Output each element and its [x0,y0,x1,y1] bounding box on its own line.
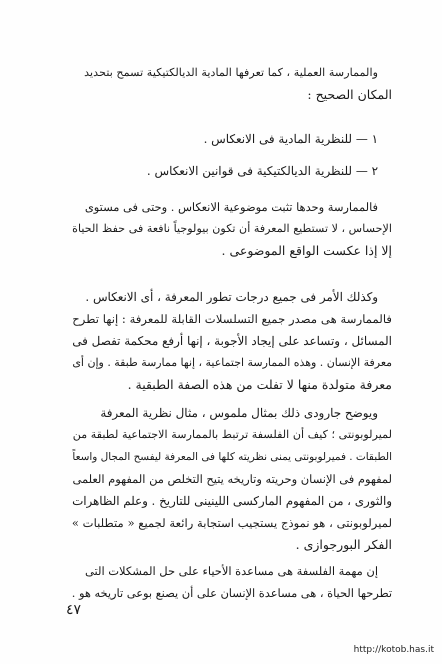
text-line: فالممارسة هى مصدر جميع التسلسلات القابلة للمعرفة : إنها تطرح [72,312,392,326]
text-line: الإحساس ، لا تستطيع المعرفة أن تكون بيولوجياً نافعة فى حفظ الحياة [72,222,392,235]
text-line: الطبقات . فميرلوبونتى يمنى نظريته كلها فى المعرفة ليفسح المجال واسعاً [72,451,392,463]
paragraph-4 [72,402,392,556]
paragraph-3 [72,286,392,396]
paragraph-2 [72,196,392,262]
text-line: الفكر البورجوازى . [295,537,392,552]
text-line: ١ — للنظرية المادية فى الانعكاس . [203,132,378,146]
text-line: لميرلوبونتى ؛ كيف أن الفلسفة ترتبط بالممارسة الاجتماعية لطبقة من [72,428,392,441]
list-item-2 [72,160,392,182]
list-item-1 [72,128,392,150]
source-url: http://kotob.has.it [353,645,434,655]
text-line: ويوضح جارودى ذلك بمثال ملموس ، مثال نظرية المعرفة [100,406,378,420]
text-line: معرفة متولدة منها لا تفلت من هذه الصفة الطبقية . [127,377,392,392]
text-line: معرفة الإنسان . وهذه الممارسة اجتماعية ، إنها ممارسة طبقة . وإن أى [72,356,392,369]
paragraph-5 [72,560,392,604]
text-line: إن مهمة الفلسفة هى مساعدة الأحياء على حل المشكلات التى [85,564,378,578]
text-line: ٢ — للنظرية الديالكتيكية فى قوانين الانعكاس . [146,164,378,178]
page-number: ٤٧ [66,602,82,618]
text-line: تطرحها الحياة ، هى مساعدة الإنسان على أن يصنع بوعى تاريخه هو . [71,586,392,600]
text-line: لمفهوم فى الإنسان وحريته وتاريخه يتيح التخلص من المفهوم العلمى [72,472,392,486]
text-line: المسائل ، وتساعد على إيجاد الأجوبة ، إنها أرفع محكمة تفصل فى [72,334,392,348]
text-line: المكان الصحيح : [307,87,392,102]
text-line: لميرلوبونتى ، هو نموذج يستجيب استجابة رائعة لجميع « متطلبات » [71,516,392,530]
text-line: والممارسة العملية ، كما تعرفها المادية الديالكتيكية تسمح بتحديد [84,66,378,79]
text-line: إلا إذا عكست الواقع الموضوعى . [221,243,392,258]
text-line: والثورى ، من المفهوم الماركسى اللينينى للتاريخ . وعلم الظاهرات [72,494,392,508]
text-line: وكذلك الأمر فى جميع درجات تطور المعرفة ، أى الانعكاس . [85,290,378,304]
paragraph-1 [72,62,392,106]
text-line: فالممارسة وحدها تثبت موضوعية الانعكاس . وحتى فى مستوى [84,200,378,214]
